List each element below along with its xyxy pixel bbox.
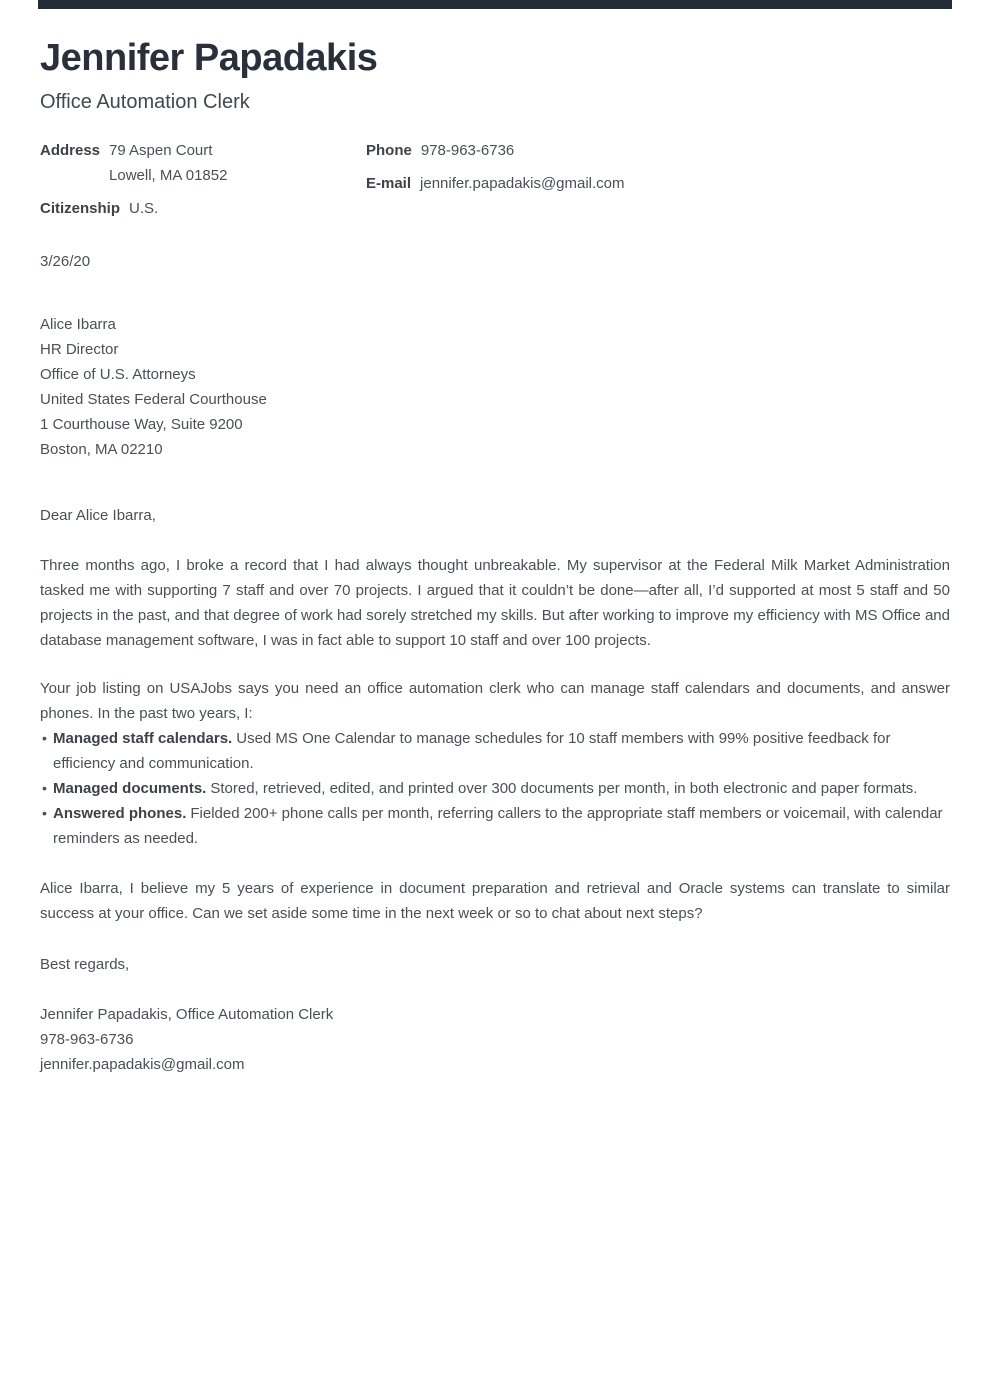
top-accent-bar [38,0,952,9]
contact-citizenship-row [40,196,366,221]
address-line1: 79 Aspen Court [109,142,213,159]
contact-email-row [366,171,950,196]
bullet-lead: Managed documents. [53,780,207,797]
recipient-block [40,312,950,462]
list-item [40,801,950,851]
email-label: E-mail [366,175,412,192]
phone-label: Phone [366,142,412,159]
recipient-organization: Office of U.S. Attorneys [40,366,196,383]
list-item [40,726,950,776]
letter-header [40,0,950,116]
recipient-street: 1 Courthouse Way, Suite 9200 [40,416,243,433]
achievement-list [40,726,950,851]
email-value: jennifer.papadakis@gmail.com [420,175,625,192]
signature-phone: 978-963-6736 [40,1031,134,1048]
signature-block [40,1002,950,1077]
paragraph-opening: Three months ago, I broke a record that I had always thought unbreakable. My supervisor at the Federal Milk Market Administration tasked me with supporting 7 staff and over 70 projects. I argued that it couldn’t be done—after all, I’d supported at most 5 staff and 50 projects in the past, and that degree of work had sorely stretched my skills. But after working to improve my efficiency with MS Office and database management software, I was in fact able to support 10 staff and over 100 projects. [40,557,950,649]
contact-right-column [366,138,950,221]
recipient-city: Boston, MA 02210 [40,441,163,458]
address-label: Address [40,142,101,159]
applicant-job-title: Office Automation Clerk [40,91,250,113]
contact-address-row [40,138,366,188]
citizenship-label: Citizenship [40,200,121,217]
letter-date: 3/26/20 [40,253,91,270]
salutation: Dear Alice Ibarra, [40,507,156,524]
applicant-name: Jennifer Papadakis [40,37,378,79]
phone-value: 978-963-6736 [420,142,515,159]
contact-details [40,138,950,221]
bullet-text: Stored, retrieved, edited, and printed over 300 documents per month, in both electronic and paper formats. [210,780,918,797]
bullet-lead: Managed staff calendars. [53,730,233,747]
bullet-text: Fielded 200+ phone calls per month, referring callers to the appropriate staff members or voicemail, with calendar reminders as needed. [53,805,943,847]
citizenship-value: U.S. [129,200,159,217]
list-item [40,776,950,801]
signature-name: Jennifer Papadakis, Office Automation Clerk [40,1006,334,1023]
address-line2: Lowell, MA 01852 [109,167,228,184]
bullet-lead: Answered phones. [53,805,187,822]
signature-email: jennifer.papadakis@gmail.com [40,1056,245,1073]
contact-left-column [40,138,366,221]
address-value [109,138,227,188]
paragraph-call-to-action: Alice Ibarra, I believe my 5 years of experience in document preparation and retrieval and Oracle systems can translate to similar success at your office. Can we set aside some time in the next week or so to chat about next steps? [40,880,950,922]
recipient-building: United States Federal Courthouse [40,391,267,408]
paragraph-job-listing: Your job listing on USAJobs says you need an office automation clerk who can manage staff calendars and documents, and answer phones. In the past two years, I: [40,680,950,722]
recipient-title: HR Director [40,341,119,358]
recipient-name: Alice Ibarra [40,316,116,333]
bullet-text: Used MS One Calendar to manage schedules for 10 staff members with 99% positive feedback for efficiency and communication. [53,730,891,772]
contact-phone-row [366,138,950,163]
closing-phrase: Best regards, [40,956,130,973]
